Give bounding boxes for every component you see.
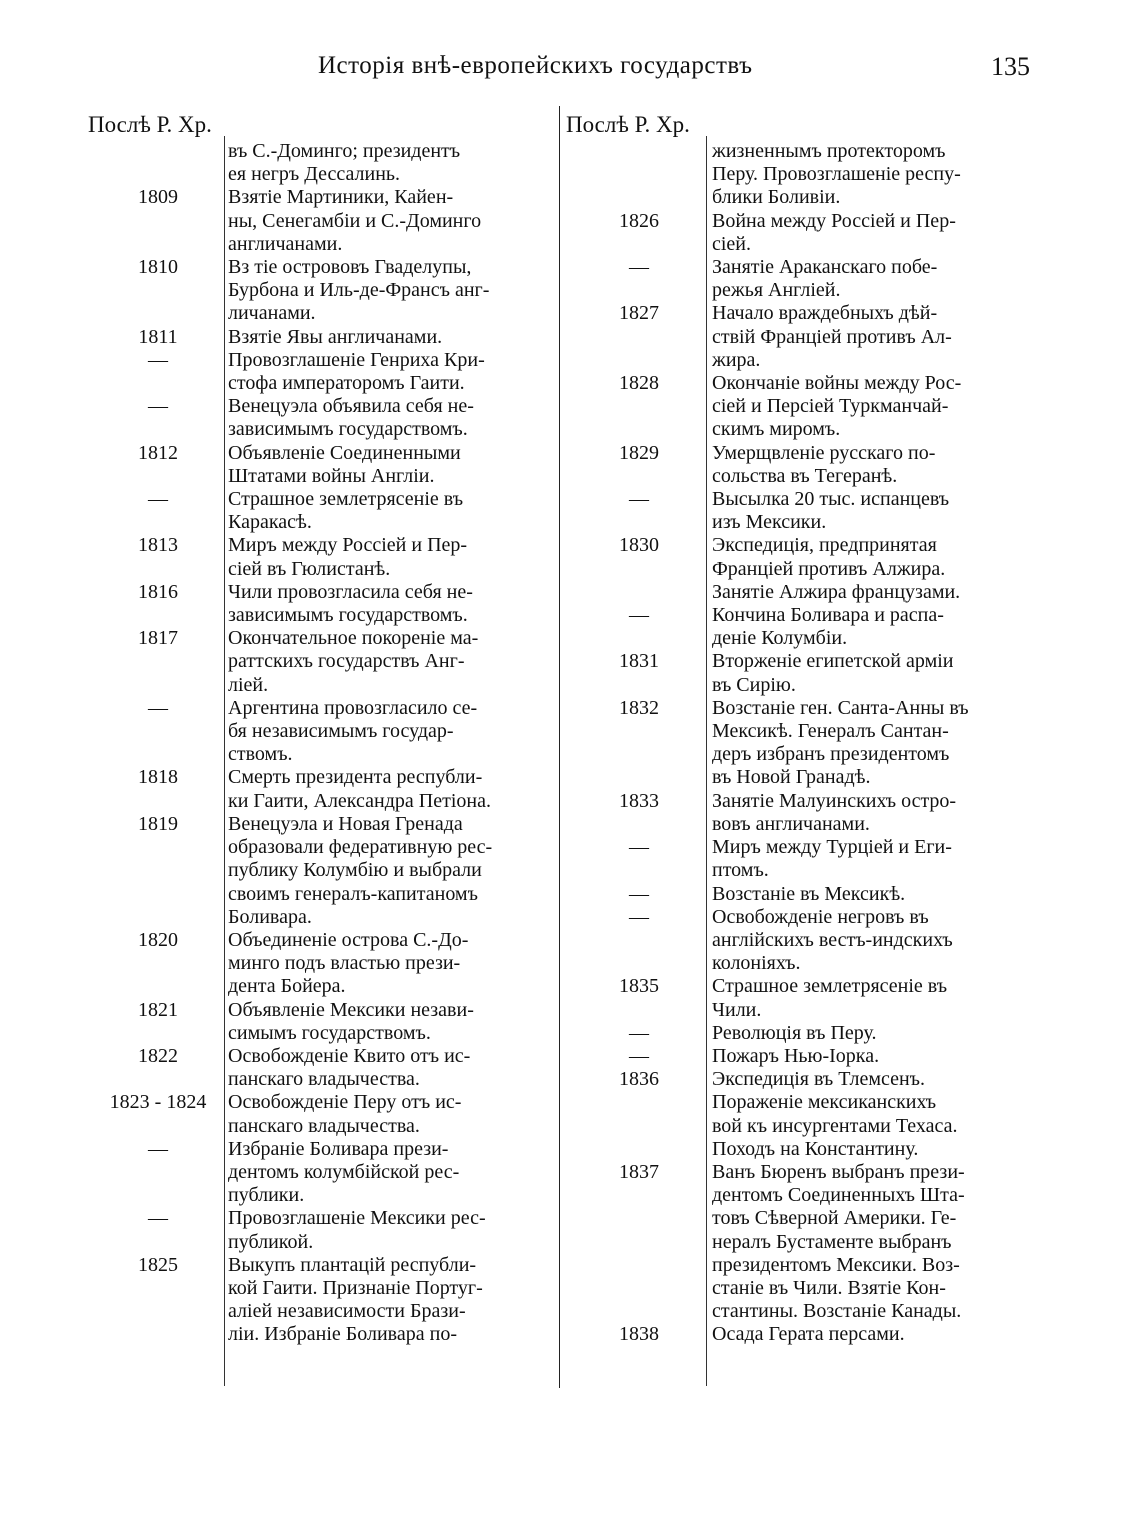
entry-text: Смерть президента республи- ки Гаити, Александра Петіона.	[228, 766, 491, 812]
chronology-entry	[566, 140, 1038, 210]
entry-text: Окончательное покореніе ма- раттскихъ государствъ Анг- ліей.	[228, 627, 479, 696]
chronology-entry	[566, 1022, 1038, 1045]
entry-text: Умерщвленіе русскаго по- сольства въ Тегеранѣ.	[712, 441, 936, 487]
page-number: 135	[991, 52, 1030, 81]
entry-year: 1836	[619, 1068, 659, 1091]
entry-year: 1823 - 1824	[109, 1091, 207, 1114]
entry-year: 1826	[619, 209, 659, 232]
entry-year: —	[629, 488, 649, 511]
entry-text: Освобожденіе негровъ въ англійскихъ вестъ-индскихъ колоніяхъ.	[712, 905, 953, 975]
left-column	[88, 110, 558, 1347]
chronology-entry	[88, 1091, 558, 1137]
entry-text: Миръ между Турціей и Еги- птомъ.	[712, 836, 952, 882]
entry-text: Пожаръ Нью-Іорка.	[712, 1044, 880, 1067]
entry-year: —	[148, 488, 168, 511]
entry-year: —	[148, 696, 168, 719]
entry-year: 1838	[619, 1323, 659, 1346]
running-title: Исторія внѣ-европейскихъ государствъ	[318, 52, 753, 79]
entry-text: Занятіе Араканскаго побе- режья Англіей.	[712, 256, 938, 302]
chronology-entry	[88, 395, 558, 441]
entry-year: —	[148, 348, 168, 371]
chronology-entry	[566, 604, 1038, 650]
chronology-entry	[88, 140, 558, 186]
chronology-entry	[88, 1254, 558, 1347]
chronology-entry	[566, 697, 1038, 790]
entry-text: Кончина Боливара и распа- деніе Колумбіи.	[712, 604, 944, 650]
chronology-entry	[88, 929, 558, 999]
entry-text: Занятіе Малуинскихъ остро- вовъ англичанами.	[712, 789, 957, 835]
entry-year: 1828	[619, 372, 659, 395]
chronology-entry	[88, 766, 558, 812]
chronology-entry	[566, 836, 1038, 882]
chronology-entry	[566, 906, 1038, 976]
chronology-entry	[88, 326, 558, 349]
entry-year: —	[629, 1021, 649, 1044]
entry-year: 1813	[138, 534, 178, 557]
entry-text: Избраніе Боливара прези- дентомъ колумбійской рес- публики.	[228, 1137, 460, 1207]
chronology-entry	[566, 883, 1038, 906]
page-header	[88, 52, 1040, 92]
chronology-entry	[88, 813, 558, 929]
chronology-entry	[566, 975, 1038, 1021]
entry-year: 1825	[138, 1253, 178, 1276]
entry-text: въ С.-Доминго; президентъ ея негръ Дессалинь.	[228, 140, 461, 186]
chronology-entry	[88, 534, 558, 580]
entry-year: 1812	[138, 441, 178, 464]
entry-text: Венецуэла объявила себя не- зависимымъ государствомъ.	[228, 395, 474, 441]
entry-text: Возстаніе ген. Санта-Анны въ Мексикѣ. Генералъ Сантан- деръ избранъ президентомъ въ Новой Гранадѣ.	[712, 696, 969, 789]
chronology-entry	[566, 1323, 1038, 1346]
entry-text: Освобожденіе Квито отъ ис- панскаго владычества.	[228, 1044, 471, 1091]
chronology-entry	[566, 442, 1038, 488]
chronology-entry	[566, 790, 1038, 836]
entry-year: —	[148, 1137, 168, 1160]
chronology-entry	[566, 302, 1038, 372]
right-column	[566, 110, 1038, 1347]
chronology-entry	[88, 581, 558, 627]
entry-year: 1809	[138, 186, 178, 209]
chronology-entry	[566, 372, 1038, 442]
entry-year: 1820	[138, 928, 178, 951]
entry-year: —	[629, 1044, 649, 1067]
column-divider	[559, 106, 560, 1388]
entry-year: —	[629, 905, 649, 928]
left-column-heading: Послѣ Р. Хр.	[88, 112, 212, 137]
chronology-entry	[566, 650, 1038, 696]
left-entries	[88, 140, 558, 1347]
entry-text: Революція въ Перу.	[712, 1021, 877, 1044]
entry-text: Война между Россіей и Пер- сіей.	[712, 209, 956, 255]
right-column-heading: Послѣ Р. Хр.	[566, 112, 690, 137]
entry-year: —	[148, 1207, 168, 1230]
chronology-entry	[88, 1207, 558, 1253]
chronology-entry	[88, 442, 558, 488]
chronology-entry	[566, 256, 1038, 302]
entry-year: —	[148, 395, 168, 418]
entry-text: жизненнымъ протекторомъ Перу. Провозглашеніе респу- блики Боливіи.	[712, 140, 961, 209]
entry-text: Провозглашеніе Генриха Кри- стофа императоромъ Гаити.	[228, 348, 485, 395]
entry-text: Вз тіе острововъ Гваделупы, Бурбона и Иль-де-Франсъ анг- личанами.	[228, 256, 490, 325]
entry-text: Осада Герата персами.	[712, 1323, 905, 1346]
entry-year: 1837	[619, 1160, 659, 1183]
entry-year: 1827	[619, 302, 659, 325]
entry-text: Страшное землетрясеніе въ Чили.	[712, 975, 948, 1021]
entry-text: Взятіе Явы англичанами.	[228, 325, 443, 348]
entry-year: 1832	[619, 696, 659, 719]
entry-text: Провозглашеніе Мексики рес- публикой.	[228, 1207, 486, 1253]
entry-year: 1819	[138, 812, 178, 835]
entry-year: 1810	[138, 256, 178, 279]
entry-text: Аргентина провозгласило се- бя независимымъ государ- ствомъ.	[228, 696, 478, 766]
entry-year: —	[629, 604, 649, 627]
entry-text: Объявленіе Соединенными Штатами войны Англіи.	[228, 441, 461, 487]
entry-year: 1835	[619, 975, 659, 998]
entry-text: Взятіе Мартиники, Кайен- ны, Сенегамбіи и С.-Доминго англичанами.	[228, 186, 482, 255]
entry-text: Венецуэла и Новая Гренада образовали федеративную рес- публику Колумбію и выбрали своимъ генералъ-капитаномъ Боливара.	[228, 812, 493, 928]
entry-year: —	[629, 882, 649, 905]
chronology-entry	[88, 186, 558, 256]
entry-year: 1833	[619, 789, 659, 812]
entry-text: Экспедиція, предпринятая Франціей противъ Алжира. Занятіе Алжира французами.	[712, 534, 961, 603]
chronology-entry	[88, 256, 558, 326]
chronology-entry	[88, 1138, 558, 1208]
entry-year: 1816	[138, 580, 178, 603]
chronology-entry	[88, 697, 558, 767]
entry-year: 1829	[619, 441, 659, 464]
entry-year: 1830	[619, 534, 659, 557]
chronology-entry	[566, 1161, 1038, 1323]
chronology-entry	[566, 534, 1038, 604]
entry-text: Объявленіе Мексики незави- симымъ государствомъ.	[228, 998, 474, 1044]
entry-year: 1811	[138, 325, 178, 348]
entry-text: Окончаніе войны между Рос- сіей и Персіей Туркманчай- скимъ миромъ.	[712, 372, 962, 441]
entry-year: —	[629, 256, 649, 279]
entry-text: Возстаніе въ Мексикѣ.	[712, 882, 906, 905]
chronology-entry	[88, 488, 558, 534]
entry-year: 1818	[138, 766, 178, 789]
right-entries	[566, 140, 1038, 1347]
chronology-entry	[566, 1068, 1038, 1161]
entry-text: Чили провозгласила себя не- зависимымъ государствомъ.	[228, 580, 473, 627]
chronology-entry	[566, 210, 1038, 256]
entry-year: 1817	[138, 627, 178, 650]
entry-text: Ванъ Бюренъ выбранъ прези- дентомъ Соединенныхъ Шта- товъ Сѣверной Америки. Ге- нералъ Бустаменте выбранъ президентомъ Мексики. Воз- станіе въ Чили. Взятіе Кон- стантины. Возстаніе Канады.	[712, 1160, 965, 1323]
entry-text: Освобожденіе Перу отъ ис- панскаго владычества.	[228, 1091, 462, 1137]
entry-year: 1831	[619, 650, 659, 673]
entry-text: Объединеніе острова С.-До- минго подъ властью прези- дента Бойера.	[228, 928, 469, 998]
entry-text: Вторженіе египетской арміи въ Сирію.	[712, 650, 954, 696]
entry-text: Выкупъ плантацій республи- кой Гаити. Признаніе Португ- аліей независимости Брази- ліи. Избраніе Боливара по-	[228, 1253, 483, 1346]
entry-year: 1821	[138, 998, 178, 1021]
chronology-entry	[88, 1045, 558, 1091]
chronology-entry	[566, 1045, 1038, 1068]
chronology-entry	[566, 488, 1038, 534]
chronology-entry	[88, 627, 558, 697]
entry-text: Начало враждебныхъ дѣй- ствій Франціей противъ Ал- жира.	[712, 302, 952, 371]
entry-year: —	[629, 836, 649, 859]
entry-text: Экспедиція въ Тлемсенъ. Пораженіе мексиканскихъ вой къ инсургентами Техаса. Походъ на Константину.	[712, 1068, 958, 1160]
chronology-entry	[88, 999, 558, 1045]
chronology-entry	[88, 349, 558, 395]
entry-text: Страшное землетрясеніе въ Каракасѣ.	[228, 488, 464, 534]
entry-year: 1822	[138, 1044, 178, 1067]
entry-text: Высылка 20 тыс. испанцевъ изъ Мексики.	[712, 488, 950, 534]
entry-text: Миръ между Россіей и Пер- сіей въ Гюлистанѣ.	[228, 534, 468, 580]
